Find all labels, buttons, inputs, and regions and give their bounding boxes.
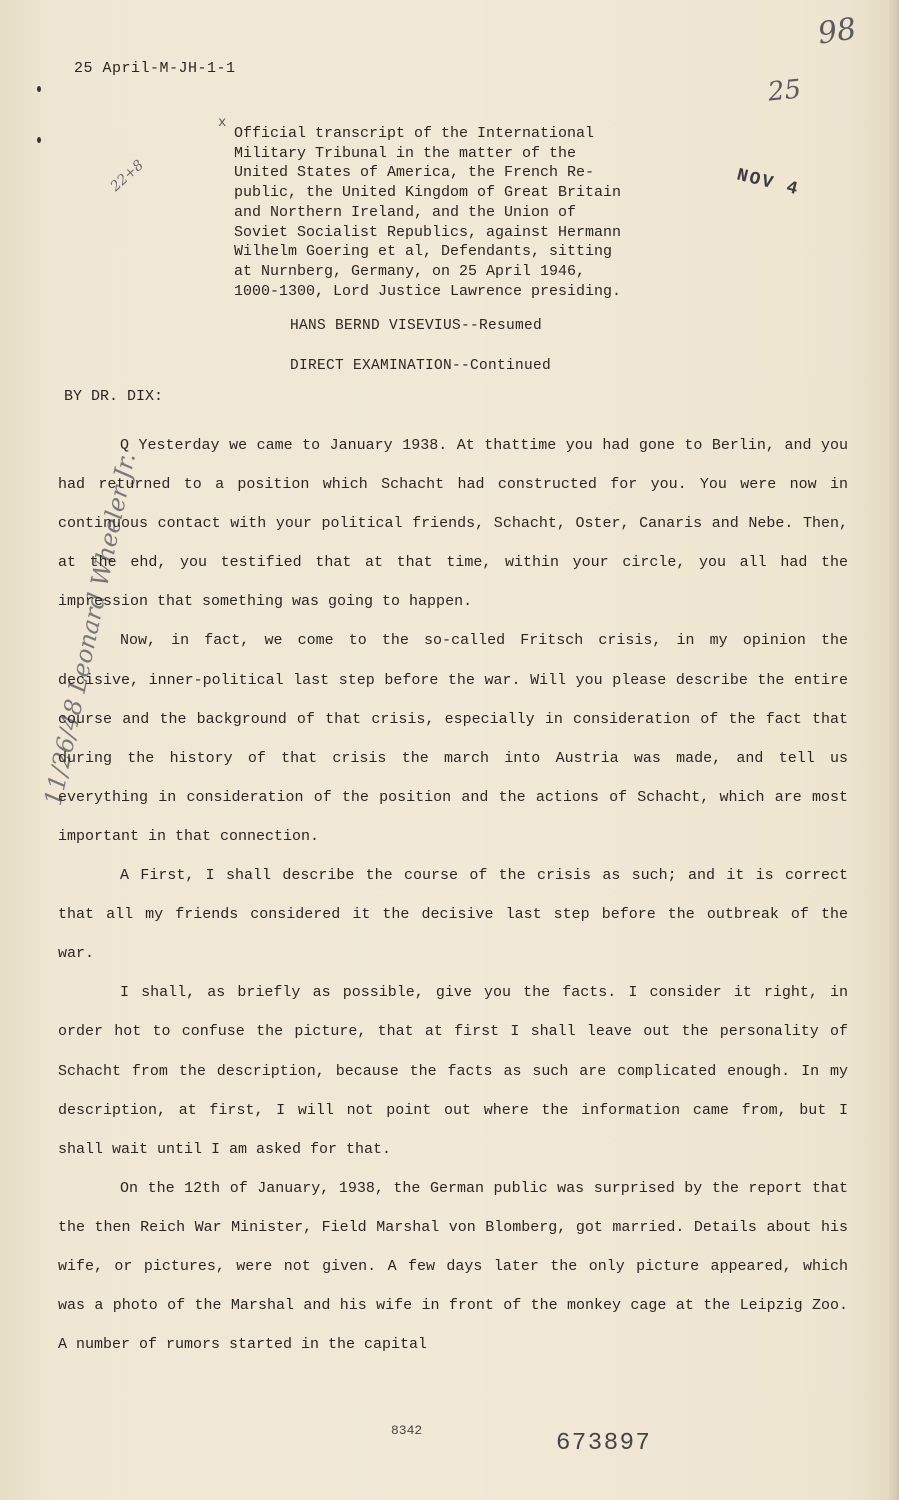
page-edge bbox=[889, 0, 899, 1500]
paragraph: A First, I shall describe the course of the crisis as such; and it is correct that all my friends considered it the decisive last step before the outbreak of the war. bbox=[58, 867, 848, 963]
punch-mark bbox=[37, 86, 41, 92]
paragraph: On the 12th of January, 1938, the German public was surprised by the report that the then Reich War Minister, Field Marshal von Blomberg, got married. Details about his wife, or pictures, were not given. A few days later the only picture appeared, which was a photo of the Marshal and his wife in front of the monkey cage at the Leipzig Zoo. A number of rumors started in the capital bbox=[58, 1179, 848, 1354]
x-mark: x bbox=[218, 115, 227, 131]
date-stamp: NOV 4 bbox=[734, 165, 802, 201]
paragraph: Now, in fact, we come to the so-called Fritsch crisis, in my opinion the decisive, inner-political last step before the war. Will you please describe the entire course and the background of that crisis, especially in consideration of the fact that during the history of that crisis the march into Austria was made, and tell us everything in consideration of the position and the actions of Schacht, which are most important in that connection. bbox=[58, 632, 848, 845]
page-number: 8342 bbox=[391, 1423, 423, 1438]
witness-heading: HANS BERND VISEVIUS--Resumed bbox=[290, 318, 543, 334]
paragraph: I shall, as briefly as possible, give you the facts. I consider it right, in order hot to confuse the picture, that at first I shall leave out the personality of Schacht from the description, because the facts as such are complicated enough. In my description, at first, I will not point out where the information came from, but I shall wait until I am asked for that. bbox=[58, 984, 848, 1158]
handwritten-side-annotation: 11/26/48 Leonard Wheeler Jr. bbox=[38, 450, 142, 808]
paragraph: Q Yesterday we came to January 1938. At thattime you had gone to Berlin, and you had returned to a position which Schacht had constructed for you. You were now in continuous contact with your political friends, Schacht, Oster, Canaris and Nebe. Then, at the ehd, you testified that at that time, within your circle, you all had the impression that something was going to happen. bbox=[58, 437, 848, 611]
examiner-label: BY DR. DIX: bbox=[64, 388, 164, 405]
handwritten-margin-note: 22+8 bbox=[107, 157, 147, 195]
handwritten-secondary-number: 25 bbox=[766, 74, 803, 108]
handwritten-page-number: 98 bbox=[815, 11, 859, 52]
document-number-stamp: 673897 bbox=[556, 1430, 652, 1457]
document-reference: 25 April-M-JH-1-1 bbox=[74, 60, 236, 77]
transcript-body bbox=[58, 426, 848, 1364]
punch-mark bbox=[37, 137, 41, 143]
examination-heading: DIRECT EXAMINATION--Continued bbox=[290, 358, 552, 374]
transcript-caption: Official transcript of the International Military Tribunal in the matter of the United States of America, the French Re- public, the United Kingdom of Great Britain and Northern Ireland, and the Union of Soviet Socialist Republics, against Hermann Wilhelm Goering et al, Defendants, sitting at Nurnberg, Germany, on 25 April 1946, 1000-1300, Lord Justice Lawrence presiding. bbox=[234, 125, 622, 300]
